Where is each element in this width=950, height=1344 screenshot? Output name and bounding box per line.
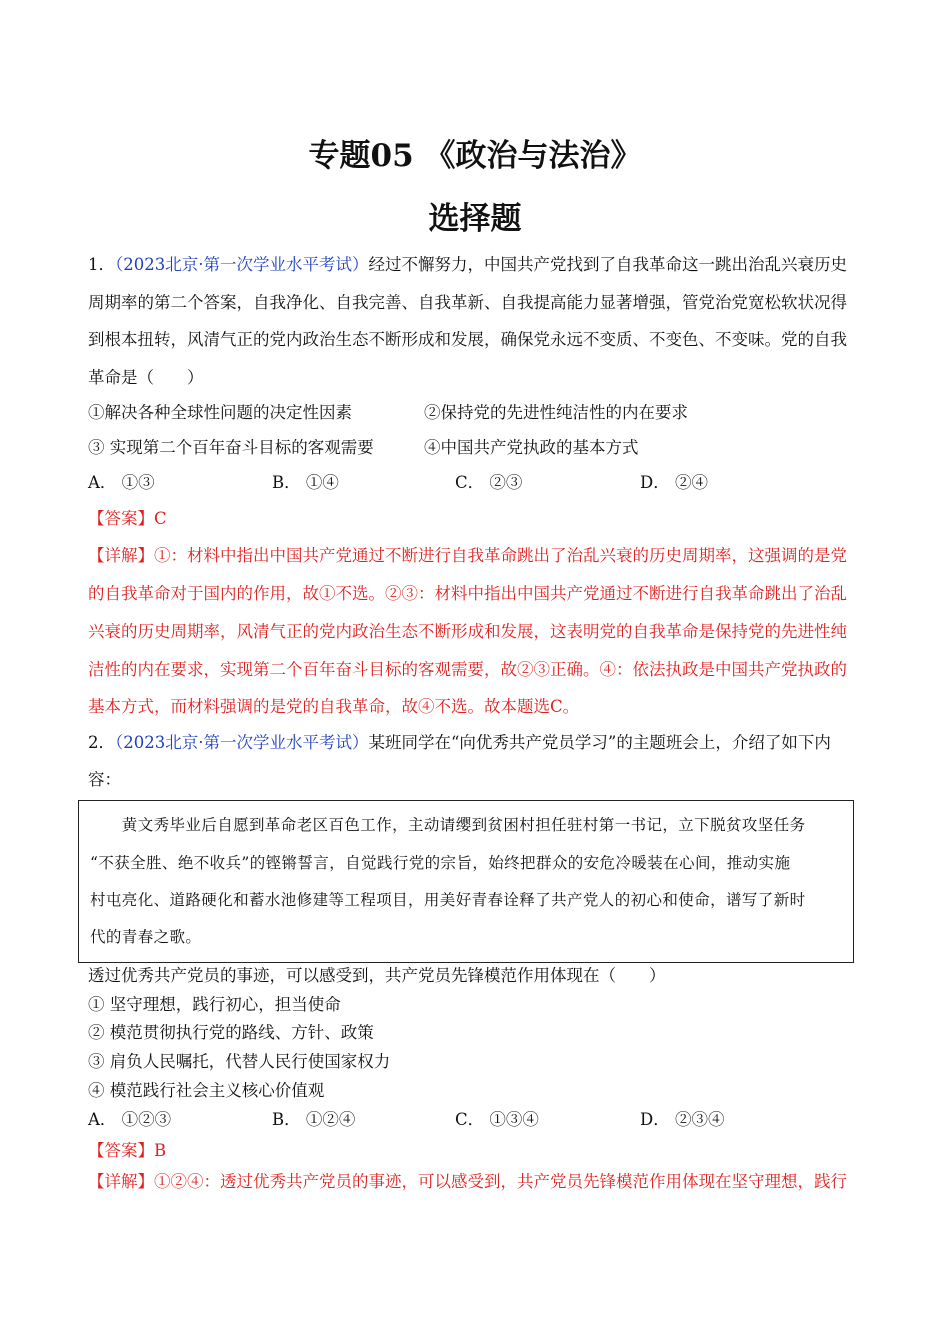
q2-first-line <box>88 735 831 752</box>
material-line: “不获全胜、绝不收兵”的铿锵誓言，自觉践行党的宗旨，始终把群众的安危冷暖装在心间，推动实施 <box>90 854 791 872</box>
q1-explain-line: 基本方式，而材料强调的是党的自我革命，故④不选。故本题选C。 <box>88 697 580 716</box>
answer-value: B <box>154 1141 167 1160</box>
answer-label: 【答案】 <box>88 1141 154 1160</box>
answer-label: 【答案】 <box>88 509 154 528</box>
q1-option-a: A． ①③ <box>88 473 155 492</box>
q1-stem-line: 到根本扭转，风清气正的党内政治生态不断形成和发展，确保党永远不变质、不变色、不变味。党的自我 <box>88 330 847 349</box>
q1-option-b: B． ①④ <box>272 473 339 492</box>
q1-statement-4: ④中国共产党执政的基本方式 <box>424 438 639 457</box>
answer-value: C <box>154 509 167 528</box>
page-subtitle: 选择题 <box>428 201 522 237</box>
q1-stem-line: 经过不懈努力，中国共产党找到了自我革命这一跳出治乱兴衰历史 <box>368 255 847 274</box>
q1-stem-line: 革命是（ ） <box>88 368 204 387</box>
q1-explain-line <box>88 548 847 565</box>
material-line: 代的青春之歌。 <box>90 928 202 946</box>
q1-statement-3: ③ 实现第二个百年奋斗目标的客观需要 <box>88 438 374 457</box>
q2-question: 透过优秀共产党员的事迹，可以感受到，共产党员先锋模范作用体现在（ ） <box>88 966 666 985</box>
explain-text: ①②④：透过优秀共产党员的事迹，可以感受到，共产党员先锋模范作用体现在坚守理想，践行 <box>154 1172 847 1191</box>
explain-text: ①：材料中指出中国共产党通过不断进行自我革命跳出了治乱兴衰的历史周期率，这强调的是党 <box>154 546 847 565</box>
q1-first-line <box>88 257 847 274</box>
q1-number: 1． <box>88 255 115 274</box>
q2-explain-line <box>88 1174 847 1191</box>
q2-statement-3: ③ 肩负人民嘱托，代替人民行使国家权力 <box>88 1052 391 1071</box>
page-title: 专题05 《政治与法治》 <box>308 138 642 174</box>
q1-option-c: C． ②③ <box>455 473 523 492</box>
q1-statement-2: ②保持党的先进性纯洁性的内在要求 <box>424 403 688 422</box>
q2-stem-line: 某班同学在“向优秀共产党员学习”的主题班会上，介绍了如下内 <box>368 733 831 752</box>
q1-source: （2023北京·第一次学业水平考试） <box>115 255 369 274</box>
q2-statement-2: ② 模范贯彻执行党的路线、方针、政策 <box>88 1023 374 1042</box>
material-line: 村屯亮化、道路硬化和蓄水池修建等工程项目，用美好青春诠释了共产党人的初心和使命，谱写了新时 <box>90 891 806 909</box>
q1-option-d: D． ②④ <box>640 473 708 492</box>
explain-label: 【详解】 <box>88 1172 154 1191</box>
material-line: 黄文秀毕业后自愿到革命老区百色工作，主动请缨到贫困村担任驻村第一书记，立下脱贫攻坚任务 <box>90 816 806 834</box>
q2-statement-4: ④ 模范践行社会主义核心价值观 <box>88 1081 325 1100</box>
q1-explain-line: 的自我革命对于国内的作用，故①不选。②③：材料中指出中国共产党通过不断进行自我革命跳出了治乱 <box>88 584 847 603</box>
q1-statement-1: ①解决各种全球性问题的决定性因素 <box>88 403 352 422</box>
q1-answer <box>88 511 167 528</box>
q1-explain-line: 兴衰的历史周期率，风清气正的党内政治生态不断形成和发展，这表明党的自我革命是保持党的先进性纯 <box>88 622 847 641</box>
explain-label: 【详解】 <box>88 546 154 565</box>
q2-option-a: A． ①②③ <box>88 1110 172 1129</box>
q2-option-d: D． ②③④ <box>640 1110 725 1129</box>
q1-stem-line: 周期率的第二个答案，自我净化、自我完善、自我革新、自我提高能力显著增强，管党治党宽松软状况得 <box>88 293 847 312</box>
q2-source: （2023北京·第一次学业水平考试） <box>115 733 369 752</box>
q2-answer <box>88 1143 166 1160</box>
q2-statement-1: ① 坚守理想，践行初心，担当使命 <box>88 995 341 1014</box>
q1-explain-line: 洁性的内在要求，实现第二个百年奋斗目标的客观需要，故②③正确。④：依法执政是中国共产党执政的 <box>88 660 847 679</box>
q2-option-c: C． ①③④ <box>455 1110 539 1129</box>
q2-number: 2． <box>88 733 115 752</box>
q2-stem-line: 容： <box>88 770 121 789</box>
q2-option-b: B． ①②④ <box>272 1110 356 1129</box>
